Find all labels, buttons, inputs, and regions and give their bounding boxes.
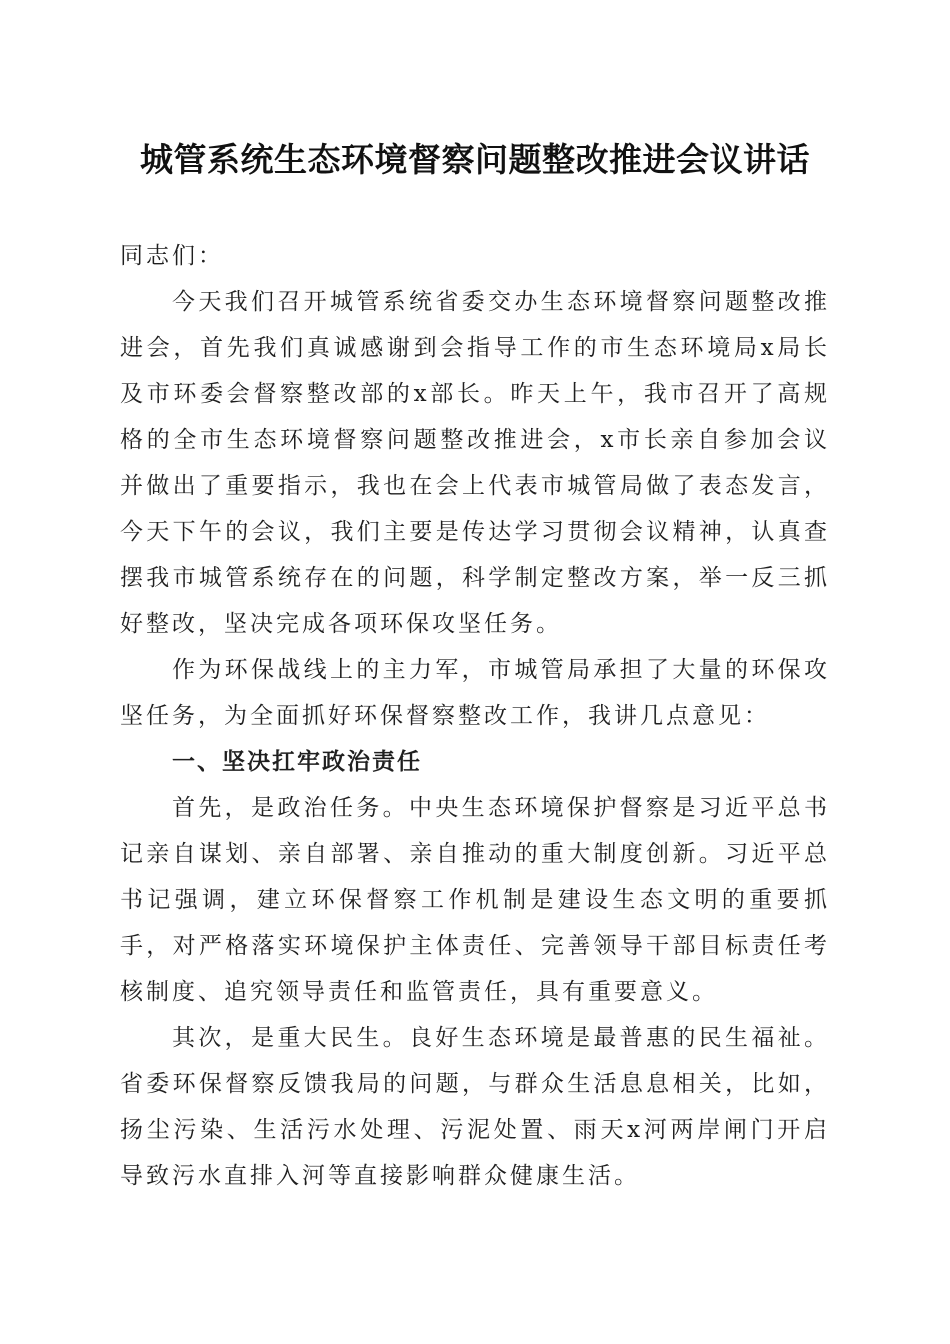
salutation: 同志们： bbox=[120, 243, 224, 269]
paragraph: 其次，是重大民生。良好生态环境是最普惠的民生福祉。省委环保督察反馈我局的问题，与群众生活息息相关，比如，扬尘污染、生活污水处理、污泥处置、雨天x河两岸闸门开启导致污水直排入河等直接影响群众健康生活。 bbox=[120, 1025, 830, 1189]
paragraph: 今天我们召开城管系统省委交办生态环境督察问题整改推进会，首先我们真诚感谢到会指导工作的市生态环境局x局长及市环委会督察整改部的x部长。昨天上午，我市召开了高规格的全市生态环境督察问题整改推进会，x市长亲自参加会议并做出了重要指示，我也在会上代表市城管局做了表态发言，今天下午的会议，我们主要是传达学习贯彻会议精神，认真查摆我市城管系统存在的问题，科学制定整改方案，举一反三抓好整改，坚决完成各项环保攻坚任务。 bbox=[120, 289, 830, 637]
document-title: 城管系统生态环境督察问题整改推进会议讲话 bbox=[140, 140, 810, 179]
section-heading: 一、坚决扛牢政治责任 bbox=[172, 749, 422, 775]
paragraph: 首先，是政治任务。中央生态环境保护督察是习近平总书记亲自谋划、亲自部署、亲自推动的重大制度创新。习近平总书记强调，建立环保督察工作机制是建设生态文明的重要抓手，对严格落实环境保护主体责任、完善领导干部目标责任考核制度、追究领导责任和监管责任，具有重要意义。 bbox=[120, 795, 830, 1005]
document-body bbox=[120, 233, 830, 1199]
paragraph: 作为环保战线上的主力军，市城管局承担了大量的环保攻坚任务，为全面抓好环保督察整改工作，我讲几点意见： bbox=[120, 657, 830, 729]
